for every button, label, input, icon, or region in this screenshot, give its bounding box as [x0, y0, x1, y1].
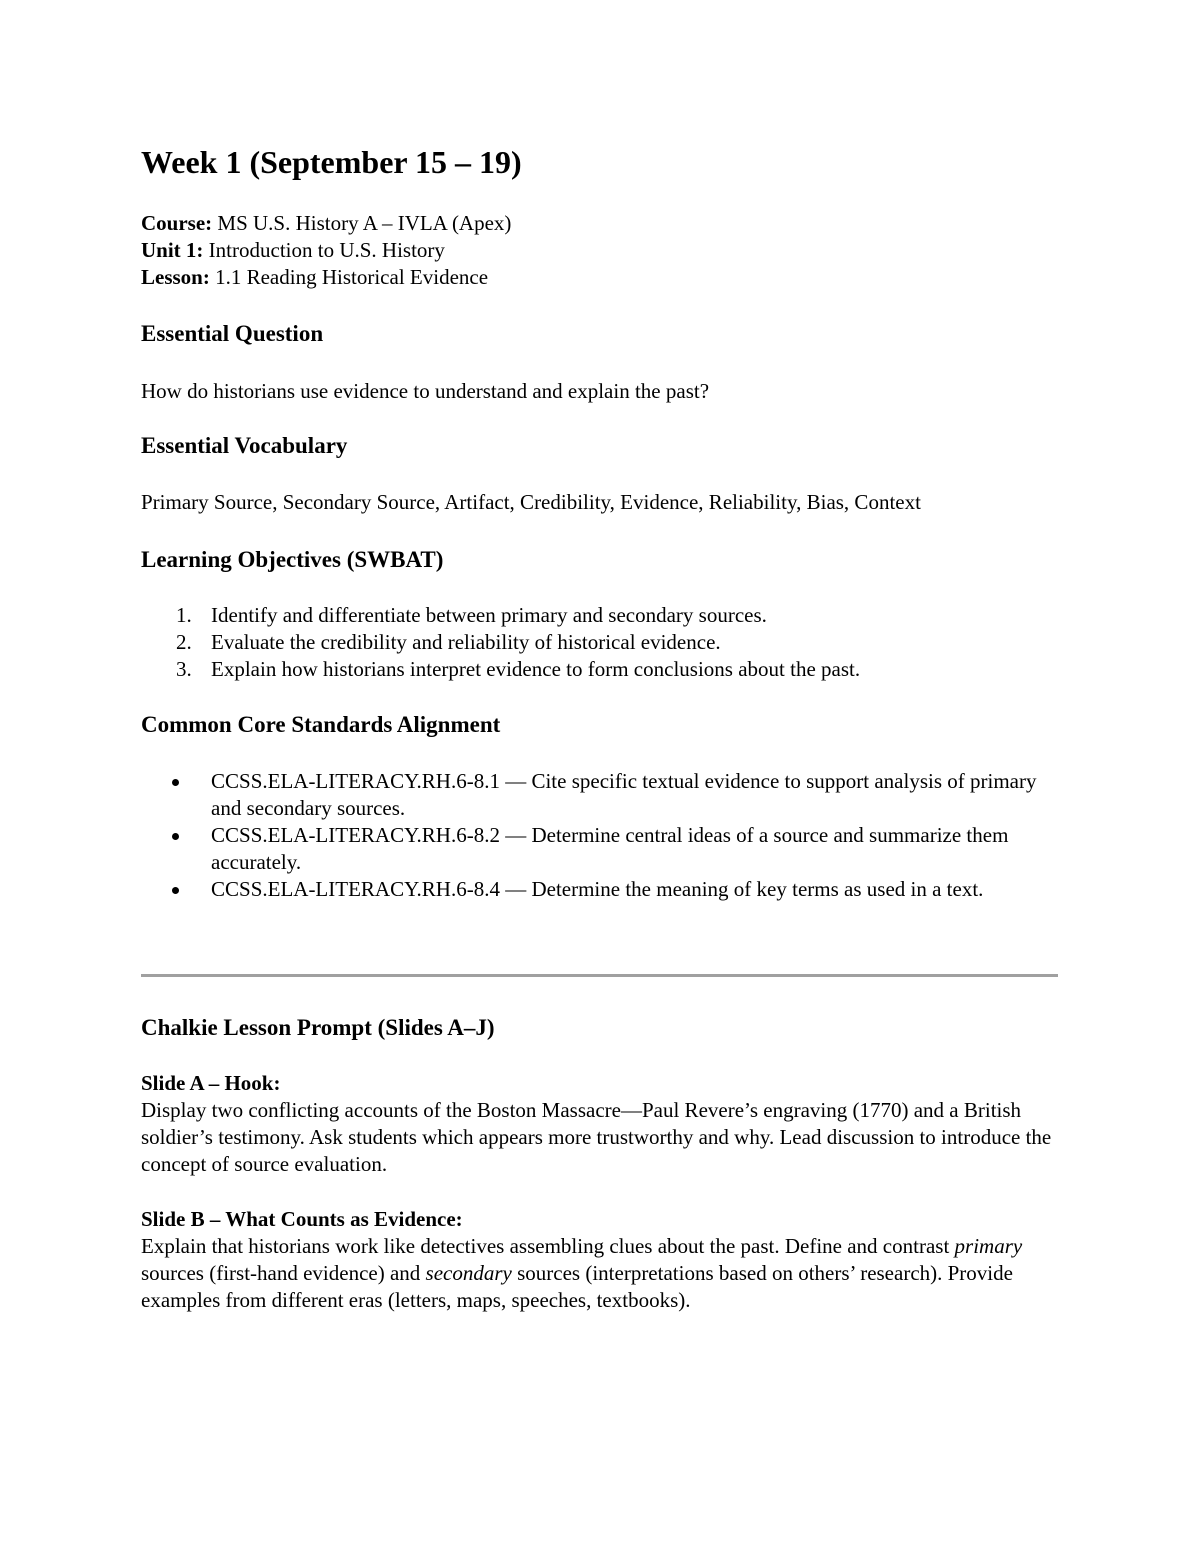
learning-objectives-list [141, 602, 1061, 683]
essential-question-text: How do historians use evidence to understand and explain the past? [141, 379, 710, 403]
lesson-value: 1.1 Reading Historical Evidence [209, 265, 489, 289]
slide-b-emphasis-secondary: secondary [425, 1261, 512, 1285]
course-meta [141, 210, 511, 291]
page-title: Week 1 (September 15 – 19) [141, 144, 522, 180]
list-item [141, 822, 1061, 876]
slide-b-emphasis-primary: primary [954, 1234, 1023, 1258]
list-item-text: CCSS.ELA-LITERACY.RH.6-8.1 — Cite specific textual evidence to support analysis of primary and secondary sources. [211, 769, 1037, 820]
course-line [141, 210, 511, 237]
list-number: 2. [176, 630, 192, 654]
unit-line [141, 237, 511, 264]
list-item-text: Explain how historians interpret evidence to form conclusions about the past. [211, 657, 861, 681]
lesson-line [141, 264, 511, 291]
essential-vocabulary-text: Primary Source, Secondary Source, Artifact, Credibility, Evidence, Reliability, Bias, Context [141, 490, 921, 514]
bullet-icon [172, 833, 179, 840]
essential-question-heading: Essential Question [141, 321, 324, 346]
learning-objectives-heading: Learning Objectives (SWBAT) [141, 547, 444, 572]
slide-b-text-2: sources (first-hand evidence) and [141, 1261, 426, 1285]
list-item [141, 876, 1061, 903]
course-label: Course: [141, 211, 213, 235]
list-item-text: Identify and differentiate between primary and secondary sources. [211, 603, 767, 627]
slide-b-text-3: sources (interpretations based on others’ research). Provide examples from different eras (letters, maps, speeches, textbooks). [141, 1261, 1013, 1312]
bullet-icon [172, 779, 179, 786]
list-item [141, 656, 1061, 683]
standards-list [141, 768, 1061, 903]
list-number: 3. [176, 657, 192, 681]
list-item-text: CCSS.ELA-LITERACY.RH.6-8.4 — Determine the meaning of key terms as used in a text. [211, 877, 984, 901]
unit-label: Unit 1: [141, 238, 204, 262]
slide-b-text-1: Explain that historians work like detectives assembling clues about the past. Define and contrast [141, 1234, 955, 1258]
slide-b-block [141, 1206, 1061, 1314]
course-value: MS U.S. History A – IVLA (Apex) [212, 211, 512, 235]
list-number: 1. [176, 603, 192, 627]
unit-value: Introduction to U.S. History [203, 238, 445, 262]
list-item [141, 768, 1061, 822]
lesson-prompt-heading: Chalkie Lesson Prompt (Slides A–J) [141, 1015, 495, 1040]
slide-b-title: Slide B – What Counts as Evidence: [141, 1207, 463, 1231]
slide-a-block [141, 1070, 1061, 1178]
list-item [141, 629, 1061, 656]
list-item-text: CCSS.ELA-LITERACY.RH.6-8.2 — Determine central ideas of a source and summarize them accurately. [211, 823, 1009, 874]
essential-vocabulary-heading: Essential Vocabulary [141, 433, 348, 458]
lesson-label: Lesson: [141, 265, 210, 289]
standards-heading: Common Core Standards Alignment [141, 712, 501, 737]
slide-a-text: Display two conflicting accounts of the Boston Massacre—Paul Revere’s engraving (1770) and a British soldier’s testimony. Ask students which appears more trustworthy and why. Lead discussion to introduce the concept of source evaluation. [141, 1098, 1052, 1176]
bullet-icon [172, 887, 179, 894]
list-item [141, 602, 1061, 629]
list-item-text: Evaluate the credibility and reliability of historical evidence. [211, 630, 721, 654]
slide-a-title: Slide A – Hook: [141, 1071, 281, 1095]
horizontal-divider [141, 974, 1058, 977]
